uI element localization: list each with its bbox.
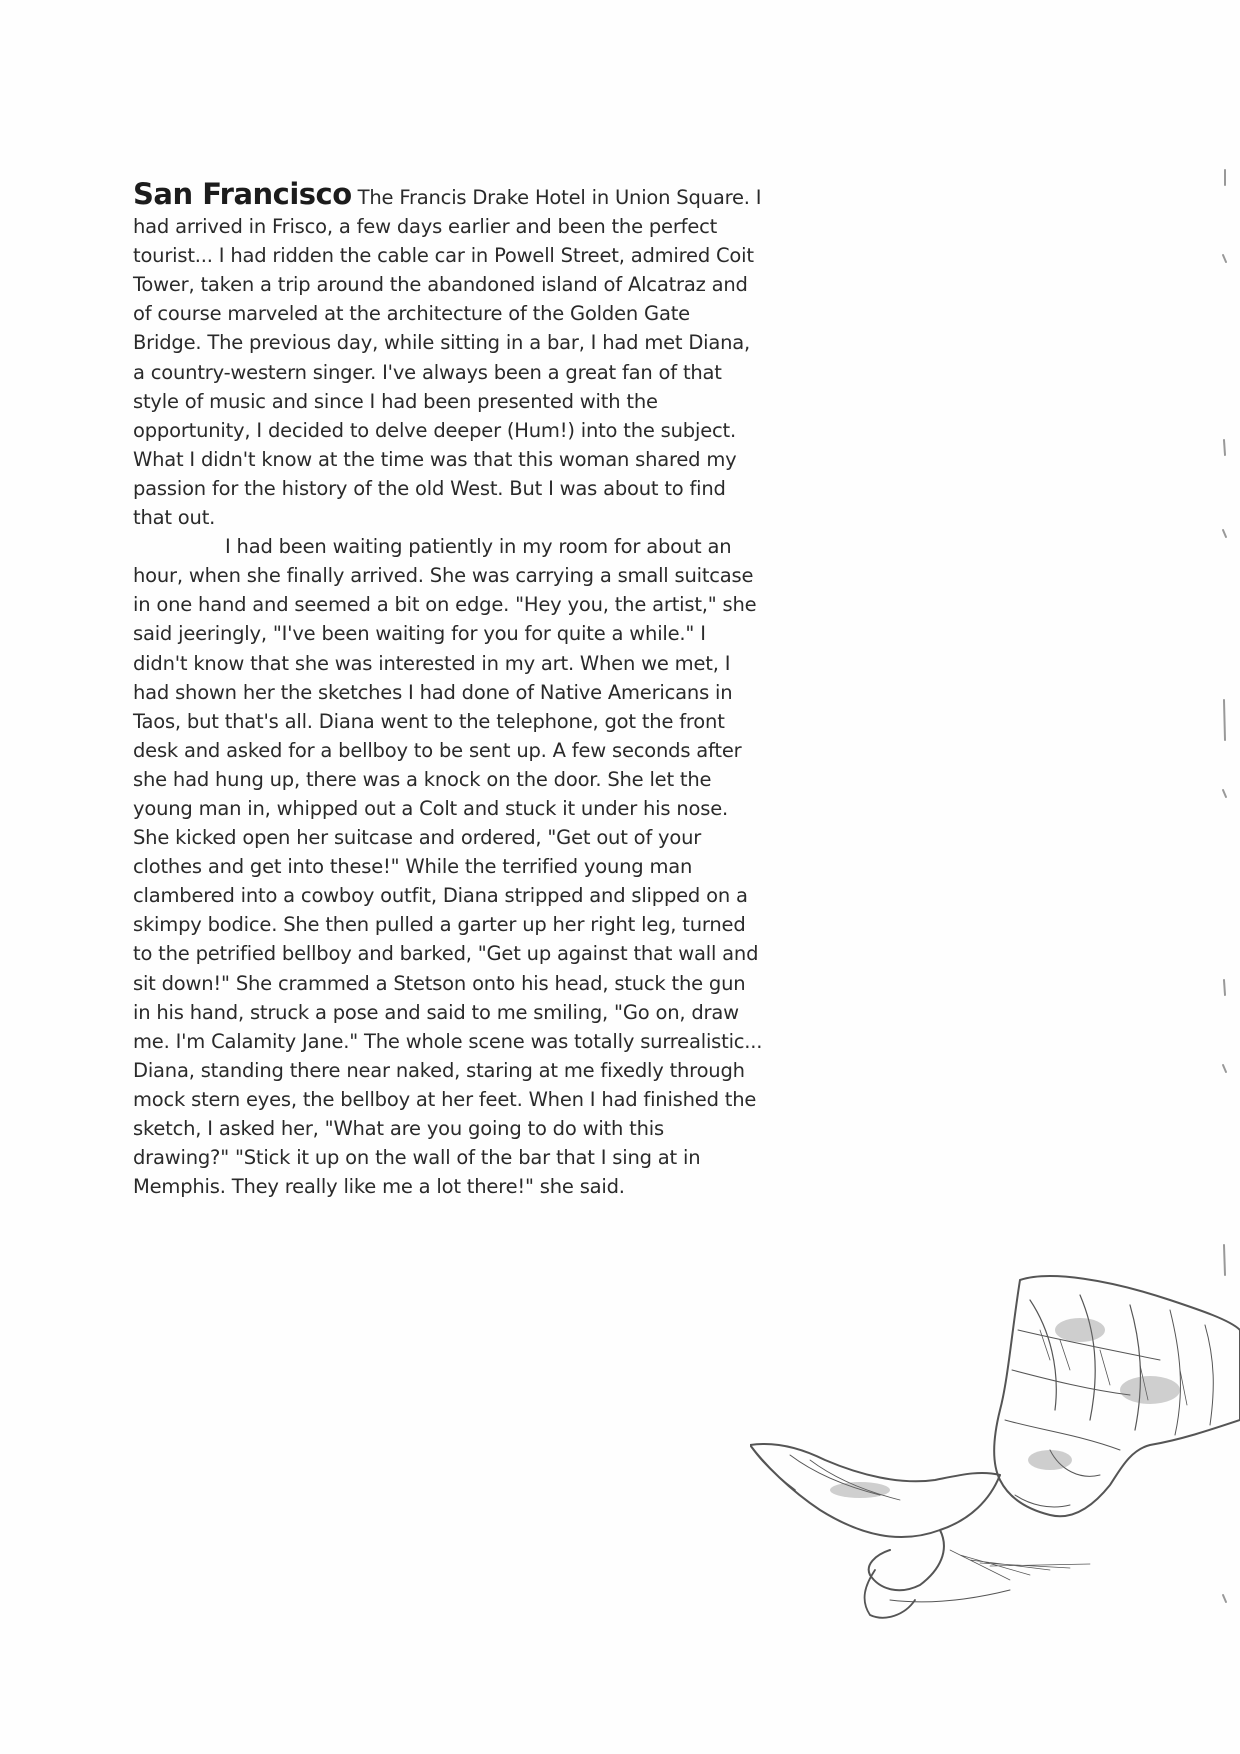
page-edge-marks <box>1210 0 1240 1754</box>
article-text <box>133 177 763 1201</box>
paragraph-2: I had been waiting patiently in my room for about an hour, when she finally arrived. She was carrying a small suitcase in one hand and seemed a bit on edge. "Hey you, the artist," she said jeeringly, "I've been waiting for you for quite a while." I didn't know that she was interested in my art. When we met, I had shown her the sketches I had done of Native Americans in Taos, but that's all. Diana went to the telephone, got the front desk and asked for a bellboy to be sent up. A few seconds after she had hung up, there was a knock on the door. She let the young man in, whipped out a Colt and stuck it under his nose. She kicked open her suitcase and ordered, "Get out of your clothes and get into these!" While the terrified young man clambered into a cowboy outfit, Diana stripped and slipped on a skimpy bodice. She then pulled a garter up her right leg, turned to the petrified bellboy and barked, "Get up against that wall and sit down!" She crammed a Stetson onto his head, stuck the gun in his hand, struck a pose and said to me smiling, "Go on, draw me. I'm Calamity Jane." The whole scene was totally surrealistic... Diana, standing there near naked, staring at me fixedly through mock stern eyes, the bellboy at her feet. When I had finished the sketch, I asked her, "What are you going to do with this drawing?" "Stick it up on the wall of the bar that I sing at in Memphis. They really like me a lot there!" she said. <box>133 535 763 1199</box>
article-heading: San Francisco <box>133 177 352 211</box>
paragraph-1-text: The Francis Drake Hotel in Union Square. I had arrived in Frisco, a few days earlier and been the perfect tourist... I had ridden the cable car in Powell Street, admired Coit Tower, taken a trip around the abandoned island of Alcatraz and of course marveled at the architecture of the Golden Gate Bridge. The previous day, while sitting in a bar, I had met Diana, a country-western singer. I've always been a great fan of that style of music and since I had been presented with the opportunity, I decided to delve deeper (Hum!) into the subject. What I didn't know at the time was that this woman shared my passion for the history of the old West. But I was about to find that out. <box>133 186 762 530</box>
cowboy-boot-sketch-icon <box>750 1270 1240 1630</box>
paragraph-1 <box>133 177 763 532</box>
